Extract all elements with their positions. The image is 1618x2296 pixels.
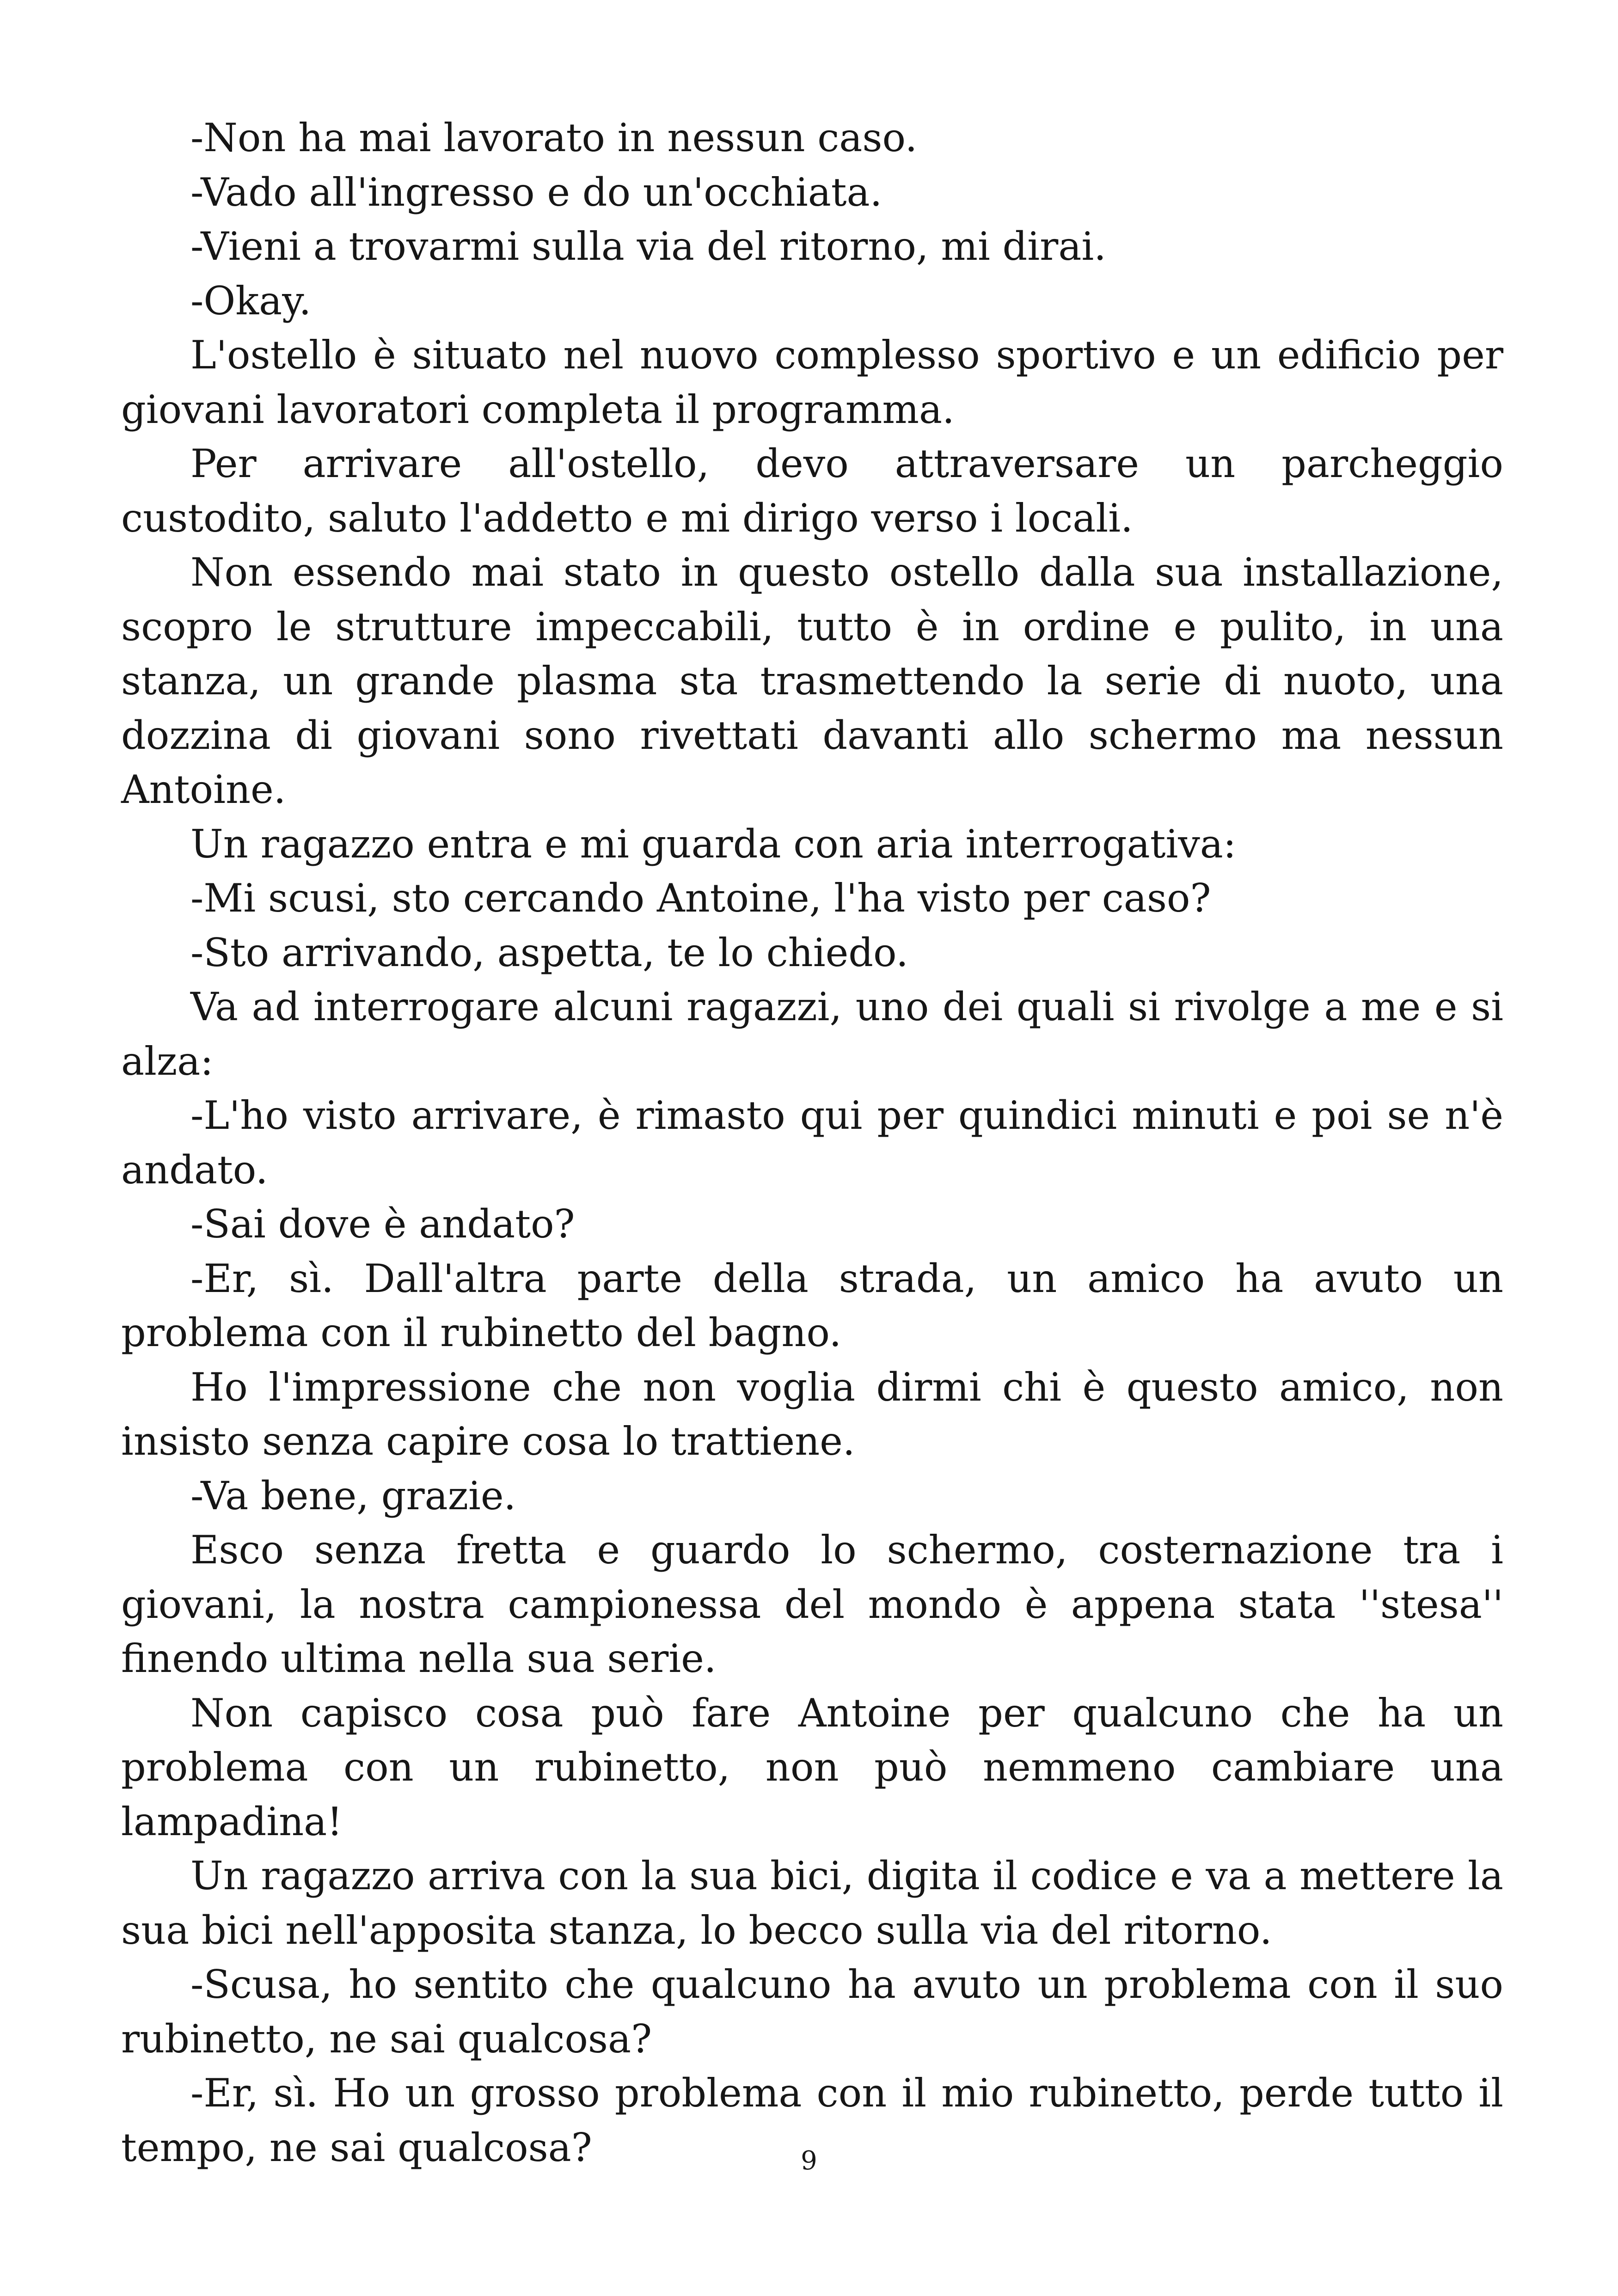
paragraph: -Mi scusi, sto cercando Antoine, l'ha visto per caso? bbox=[190, 876, 1211, 921]
paragraph: Non essendo mai stato in questo ostello dalla sua installazione, scopro le strutture impeccabili, tutto è in ordine e pulito, in una stanza, un grande plasma sta trasmettendo la serie di nuoto, una dozzina di giovani sono rivettati davanti allo schermo ma nessun Antoine. bbox=[121, 550, 1503, 812]
paragraph: Esco senza fretta e guardo lo schermo, costernazione tra i giovani, la nostra campionessa del mondo è appena stata ''stesa'' finendo ultima nella sua serie. bbox=[121, 1527, 1503, 1681]
page-number: 9 bbox=[801, 2146, 817, 2176]
paragraph: -Er, sì. Dall'altra parte della strada, un amico ha avuto un problema con il rubinetto del bagno. bbox=[121, 1255, 1503, 1355]
paragraph: Va ad interrogare alcuni ragazzi, uno dei quali si rivolge a me e si alza: bbox=[121, 984, 1503, 1084]
paragraph: -Sai dove è andato? bbox=[190, 1201, 575, 1247]
paragraph: -Vieni a trovarmi sulla via del ritorno, mi dirai. bbox=[190, 224, 1106, 269]
paragraph: -Vado all'ingresso e do un'occhiata. bbox=[190, 169, 883, 215]
paragraph: -Va bene, grazie. bbox=[190, 1473, 516, 1518]
page-body bbox=[121, 111, 1503, 2175]
paragraph: -Scusa, ho sentito che qualcuno ha avuto un problema con il suo rubinetto, ne sai qualcosa? bbox=[121, 1962, 1503, 2062]
paragraph: -Non ha mai lavorato in nessun caso. bbox=[190, 115, 918, 160]
paragraph: -Er, sì. Ho un grosso problema con il mio rubinetto, perde tutto il tempo, ne sai qualcosa? bbox=[121, 2070, 1503, 2170]
paragraph: Un ragazzo arriva con la sua bici, digita il codice e va a mettere la sua bici nell'apposita stanza, lo becco sulla via del ritorno. bbox=[121, 1853, 1503, 1953]
paragraph: Per arrivare all'ostello, devo attraversare un parcheggio custodito, saluto l'addetto e mi dirigo verso i locali. bbox=[121, 441, 1503, 541]
paragraph: Un ragazzo entra e mi guarda con aria interrogativa: bbox=[190, 821, 1237, 867]
paragraph: Ho l'impressione che non voglia dirmi chi è questo amico, non insisto senza capire cosa lo trattiene. bbox=[121, 1364, 1503, 1464]
paragraph: -L'ho visto arrivare, è rimasto qui per quindici minuti e poi se n'è andato. bbox=[121, 1093, 1503, 1193]
paragraph: Non capisco cosa può fare Antoine per qualcuno che ha un problema con un rubinetto, non può nemmeno cambiare una lampadina! bbox=[121, 1690, 1503, 1844]
paragraph: -Sto arrivando, aspetta, te lo chiedo. bbox=[190, 930, 908, 975]
paragraph: -Okay. bbox=[190, 278, 312, 324]
paragraph: L'ostello è situato nel nuovo complesso sportivo e un edificio per giovani lavoratori completa il programma. bbox=[121, 332, 1503, 432]
